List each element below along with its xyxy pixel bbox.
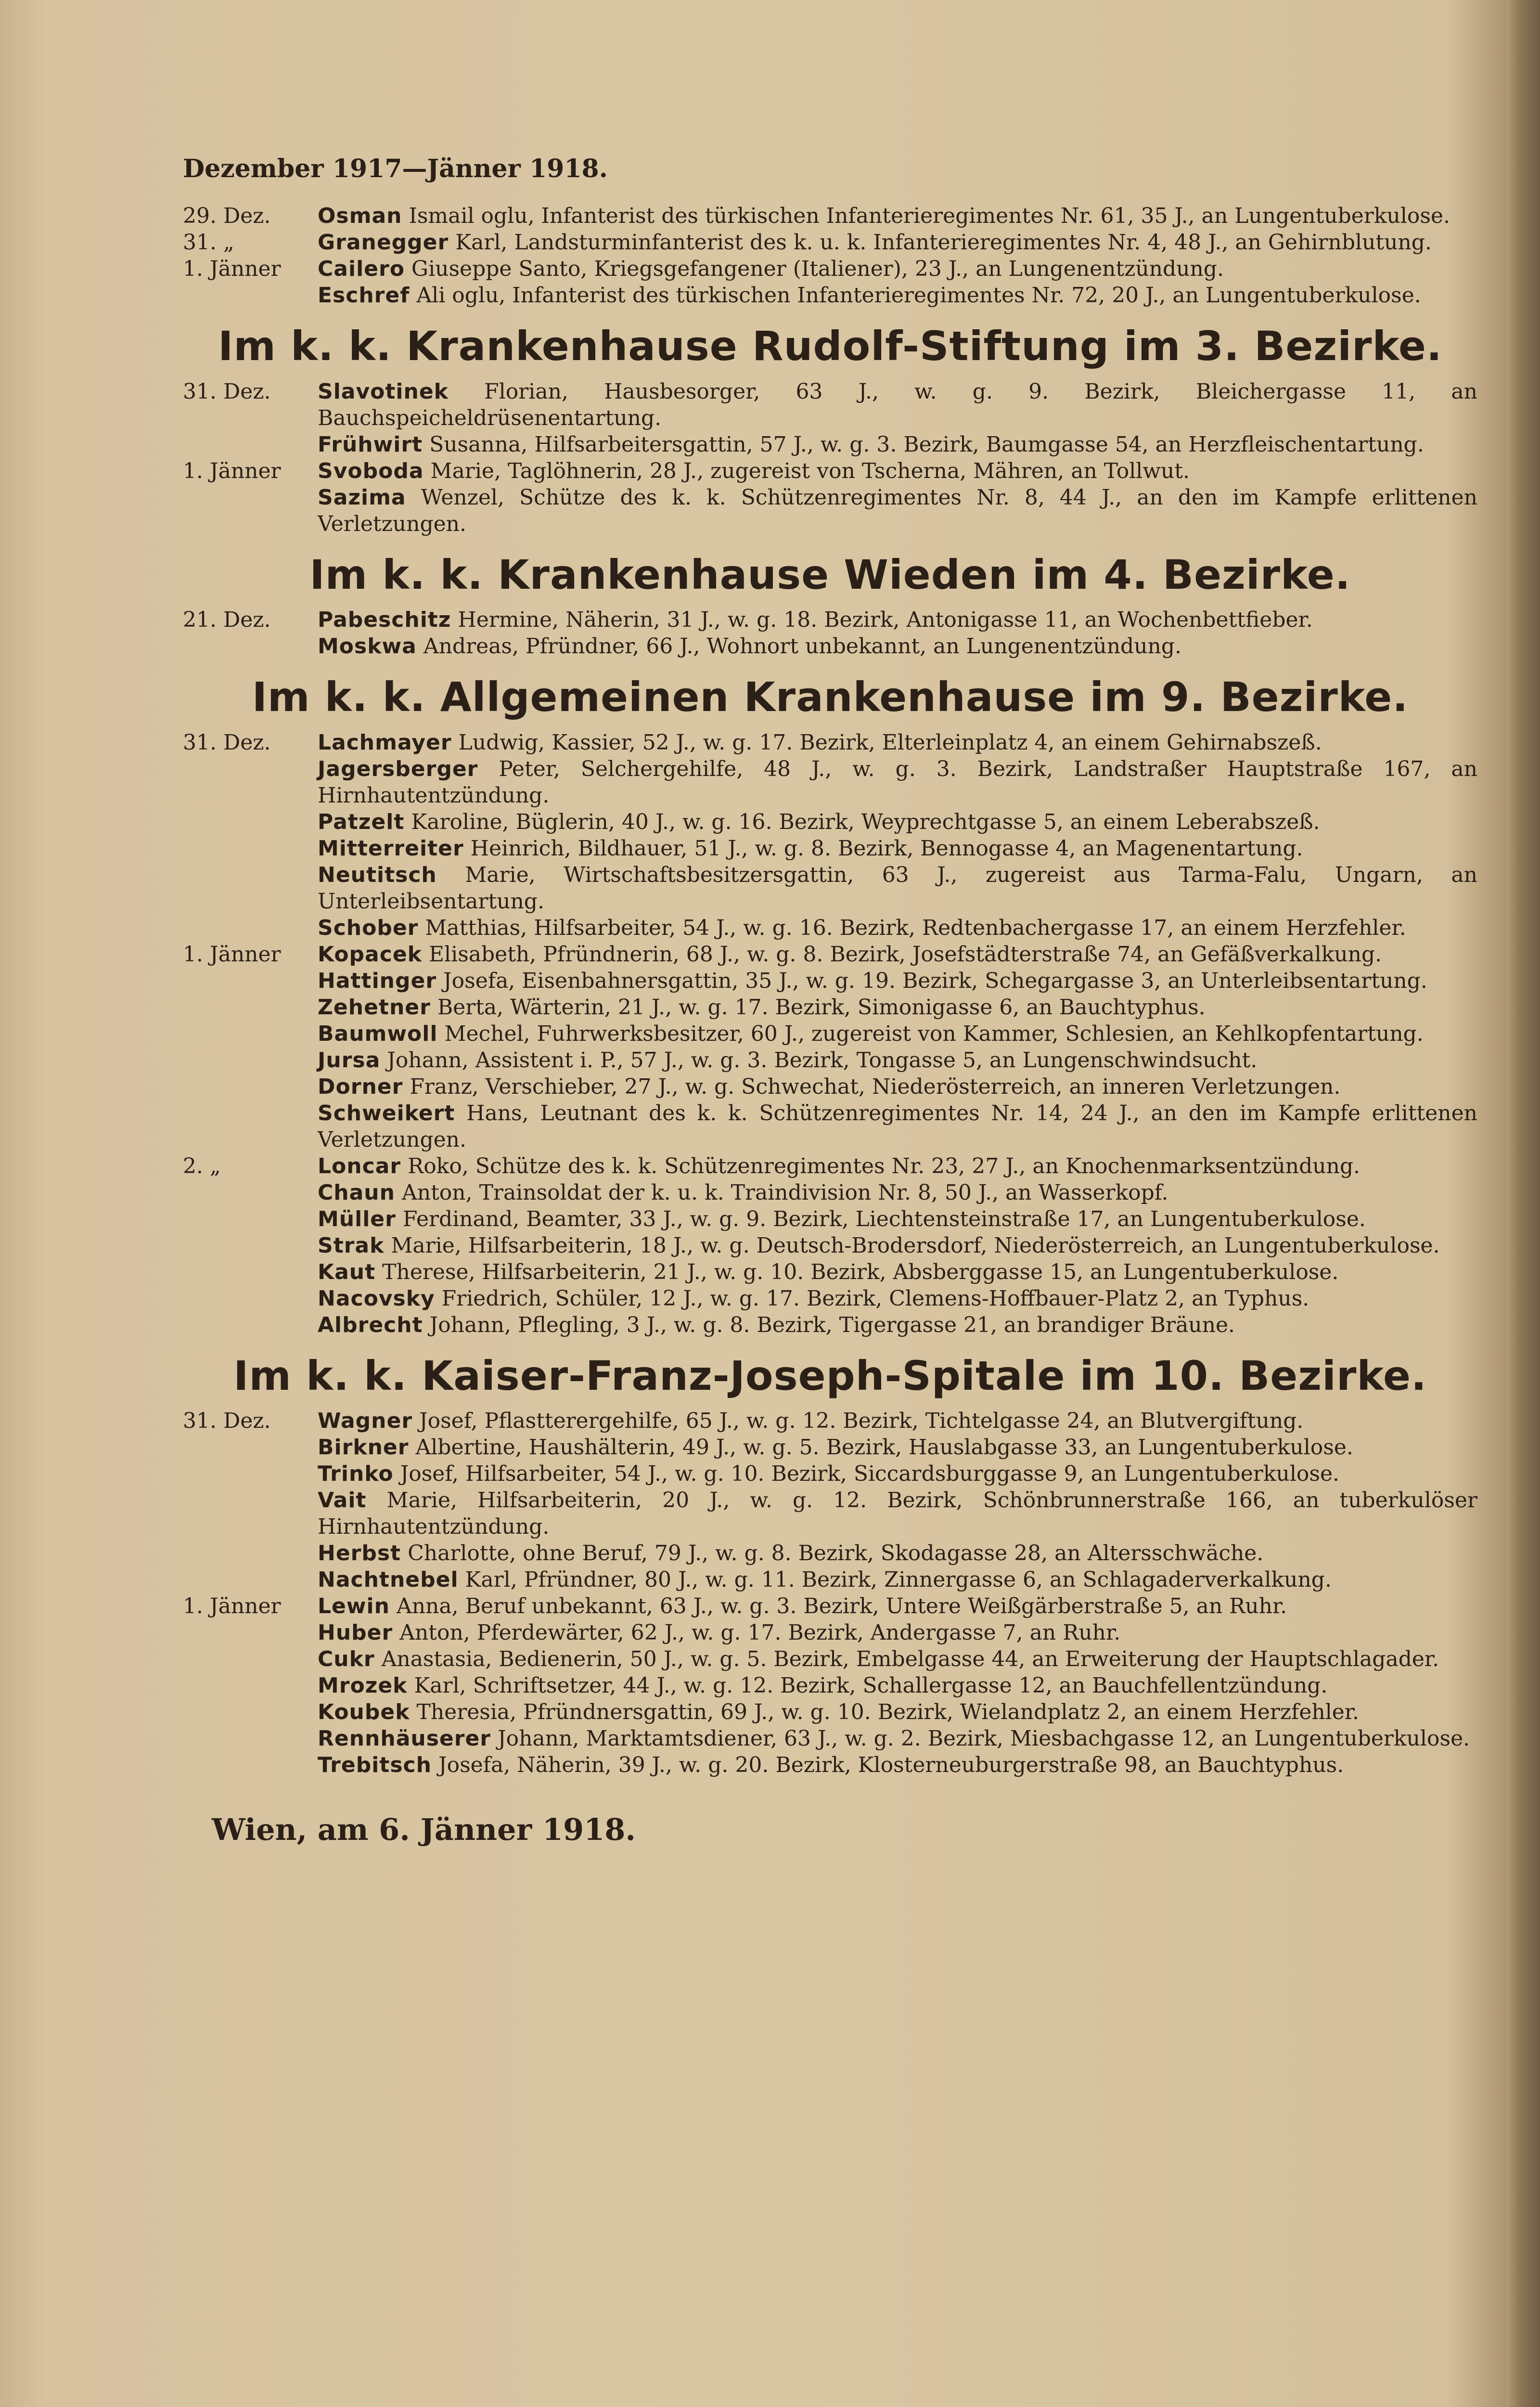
entry-date: [183, 431, 308, 458]
entry-name: Lewin: [318, 1594, 390, 1619]
entry-text: [308, 633, 1477, 660]
entry-details: Albertine, Haushälterin, 49 J., w. g. 5. Bezirk, Hauslabgasse 33, an Lungentuberkulose.: [415, 1435, 1353, 1460]
entry-name: Birkner: [318, 1435, 409, 1460]
entry-details: Andreas, Pfründner, 66 J., Wohnort unbekannt, an Lungenentzündung.: [423, 634, 1182, 659]
entry-text: [308, 835, 1477, 862]
entry-row: [183, 941, 1477, 968]
entry-name: Trebitsch: [318, 1753, 432, 1778]
entry-details: Therese, Hilfsarbeiterin, 21 J., w. g. 10. Bezirk, Absberggasse 15, an Lungentuberkulose.: [382, 1259, 1339, 1284]
entry-date: [183, 282, 308, 309]
entry-details: Ludwig, Kassier, 52 J., w. g. 17. Bezirk, Elterleinplatz 4, an einem Gehirnabszeß.: [458, 730, 1322, 755]
entry-text: [308, 1646, 1477, 1672]
entry-text: [308, 1232, 1477, 1259]
entry-row: [183, 1100, 1477, 1153]
entry-row: [183, 282, 1477, 309]
entry-details: Johann, Assistent i. P., 57 J., w. g. 3. Bezirk, Tongasse 5, an Lungenschwindsucht.: [387, 1048, 1258, 1073]
section-title: Im k. k. Krankenhause Rudolf-Stiftung im 3. Bezirke.: [218, 323, 1442, 370]
entry-date: [183, 1487, 308, 1540]
entry-details: Susanna, Hilfsarbeitersgattin, 57 J., w. g. 3. Bezirk, Baumgasse 54, an Herzfleischentartung.: [429, 432, 1424, 457]
entry-date: 1. Jänner: [183, 257, 281, 281]
entry-text: [308, 256, 1477, 282]
entry-row: [183, 968, 1477, 994]
entry-name: Schweikert: [318, 1100, 455, 1126]
entry-details: Heinrich, Bildhauer, 51 J., w. g. 8. Bezirk, Bennogasse 4, an Magenentartung.: [470, 836, 1303, 861]
entry-name: Granegger: [318, 230, 449, 255]
entry-row: [183, 1725, 1477, 1752]
document-body: [183, 154, 1477, 1847]
entry-details: Florian, Hausbesorger, 63 J., w. g. 9. Bezirk, Bleichergasse 11, an Bauchspeicheldrüsenentartung.: [318, 379, 1477, 430]
entry-row: [183, 229, 1477, 256]
entry-details: Josef, Hilfsarbeiter, 54 J., w. g. 10. Bezirk, Siccardsburggasse 9, an Lungentuberkulose.: [400, 1462, 1339, 1487]
entry-name: Huber: [318, 1620, 393, 1645]
entry-date: [183, 1566, 308, 1593]
entry-row: [183, 915, 1477, 941]
entry-name: Baumwoll: [318, 1021, 438, 1046]
entry-name: Müller: [318, 1206, 396, 1231]
entry-text: [308, 809, 1477, 835]
entry-date: [183, 1672, 308, 1699]
entry-date: [183, 1232, 308, 1259]
entry-text: [308, 1699, 1477, 1725]
entry-text: [308, 862, 1477, 915]
entry-row: [183, 378, 1477, 431]
entry-name: Patzelt: [318, 809, 405, 834]
entry-date: [183, 1646, 308, 1672]
entry-text: [308, 915, 1477, 941]
entry-details: Ali oglu, Infanterist des türkischen Infanterieregimentes Nr. 72, 20 J., an Lungentuberkulose.: [416, 283, 1421, 308]
entry-name: Pabeschitz: [318, 608, 451, 633]
entry-row: [183, 1021, 1477, 1047]
entry-date: [183, 756, 308, 809]
entry-text: [308, 756, 1477, 809]
entry-row: [183, 203, 1477, 229]
entry-text: [308, 1206, 1477, 1232]
entry-date: 1. Jänner: [183, 458, 281, 483]
entry-text: [308, 994, 1477, 1021]
entry-text: [308, 1408, 1477, 1434]
entry-date: 21. Dez.: [183, 608, 271, 633]
entry-date: 2. „: [183, 1153, 221, 1178]
entry-details: Ismail oglu, Infanterist des türkischen Infanterieregimentes Nr. 61, 35 J., an Lungentuberkulose.: [409, 204, 1450, 228]
entry-name: Svoboda: [318, 458, 424, 483]
entry-details: Marie, Wirtschaftsbesitzersgattin, 63 J., zugereist aus Tarma-Falu, Ungarn, an Unterleibsentartung.: [318, 862, 1477, 914]
entry-row: [183, 835, 1477, 862]
entry-name: Mitterreiter: [318, 836, 464, 861]
entry-row: [183, 1206, 1477, 1232]
entry-details: Marie, Taglöhnerin, 28 J., zugereist von Tscherna, Mähren, an Tollwut.: [430, 458, 1190, 483]
entry-text: [308, 1047, 1477, 1074]
entry-details: Matthias, Hilfsarbeiter, 54 J., w. g. 16. Bezirk, Redtenbachergasse 17, an einem Herzfehler.: [425, 915, 1406, 940]
entry-row: [183, 1461, 1477, 1487]
entry-details: Charlotte, ohne Beruf, 79 J., w. g. 8. Bezirk, Skodagasse 28, an Altersschwäche.: [408, 1541, 1264, 1566]
entry-row: [183, 1540, 1477, 1566]
entry-date: [183, 1619, 308, 1646]
entry-date: [183, 862, 308, 915]
entry-row: [183, 256, 1477, 282]
entry-text: [308, 458, 1477, 484]
entry-name: Jursa: [318, 1048, 381, 1073]
entry-date: [183, 1047, 308, 1074]
entry-date: [183, 1021, 308, 1047]
entry-name: Dorner: [318, 1074, 403, 1099]
entry-text: [308, 1487, 1477, 1540]
entry-row: [183, 1566, 1477, 1593]
entry-text: [308, 1619, 1477, 1646]
entry-text: [308, 1312, 1477, 1338]
entry-name: Albrecht: [318, 1312, 423, 1337]
entry-date: [183, 1540, 308, 1566]
entry-text: [308, 1593, 1477, 1619]
entry-text: [308, 1259, 1477, 1285]
entry-row: [183, 1646, 1477, 1672]
entry-date: [183, 1434, 308, 1461]
entry-details: Giuseppe Santo, Kriegsgefangener (Italiener), 23 J., an Lungenentzündung.: [411, 257, 1224, 281]
entry-date: [183, 1461, 308, 1487]
entry-text: [308, 203, 1477, 229]
entry-text: [308, 1752, 1477, 1778]
entry-row: [183, 1619, 1477, 1646]
entry-date: 31. Dez.: [183, 379, 271, 404]
entry-row: [183, 1408, 1477, 1434]
entry-date: [183, 1725, 308, 1752]
entry-row: [183, 809, 1477, 835]
entry-name: Lachmayer: [318, 730, 452, 755]
entry-name: Moskwa: [318, 634, 417, 659]
entry-details: Josef, Pflastterergehilfe, 65 J., w. g. 12. Bezirk, Tichtelgasse 24, an Blutvergiftung.: [419, 1409, 1304, 1434]
entry-name: Strak: [318, 1233, 385, 1258]
entry-details: Peter, Selchergehilfe, 48 J., w. g. 3. Bezirk, Landstraßer Hauptstraße 167, an Hirnhautentzündung.: [318, 756, 1477, 808]
entry-date: [183, 915, 308, 941]
entry-row: [183, 1487, 1477, 1540]
entry-details: Karl, Landsturminfanterist des k. u. k. Infanterieregimentes Nr. 4, 48 J., an Gehirnblutung.: [455, 230, 1432, 255]
entry-details: Friedrich, Schüler, 12 J., w. g. 17. Bezirk, Clemens-Hoffbauer-Platz 2, an Typhus.: [441, 1286, 1309, 1311]
entry-row: [183, 1232, 1477, 1259]
entry-text: [308, 1540, 1477, 1566]
entry-date: [183, 809, 308, 835]
entry-details: Theresia, Pfründnersgattin, 69 J., w. g. 10. Bezirk, Wielandplatz 2, an einem Herzfehler.: [416, 1700, 1359, 1725]
entry-date: [183, 994, 308, 1021]
entry-text: [308, 282, 1477, 309]
entry-details: Karl, Schriftsetzer, 44 J., w. g. 12. Bezirk, Schallergasse 12, an Bauchfellentzündung.: [414, 1673, 1328, 1698]
entry-text: [308, 378, 1477, 431]
entry-details: Josefa, Eisenbahnersgattin, 35 J., w. g. 19. Bezirk, Schegargasse 3, an Unterleibsentartung.: [443, 968, 1427, 993]
entry-text: [308, 1021, 1477, 1047]
entry-date: [183, 1312, 308, 1338]
entry-details: Karl, Pfründner, 80 J., w. g. 11. Bezirk, Zinnergasse 6, an Schlagaderverkalkung.: [465, 1567, 1332, 1592]
entry-text: [308, 1179, 1477, 1206]
entry-name: Trinko: [318, 1462, 394, 1487]
entry-row: [183, 1259, 1477, 1285]
entry-name: Koubek: [318, 1700, 410, 1725]
entry-name: Herbst: [318, 1541, 401, 1566]
entry-row: [183, 1047, 1477, 1074]
entry-details: Berta, Wärterin, 21 J., w. g. 17. Bezirk, Simonigasse 6, an Bauchtyphus.: [437, 995, 1206, 1020]
entry-date: [183, 633, 308, 660]
entry-row: [183, 607, 1477, 633]
entry-text: [308, 1285, 1477, 1312]
sections-container: [183, 203, 1477, 1778]
entry-row: [183, 458, 1477, 484]
entry-row: [183, 994, 1477, 1021]
entry-row: [183, 1153, 1477, 1179]
entry-details: Josefa, Näherin, 39 J., w. g. 20. Bezirk, Klosterneuburgerstraße 98, an Bauchtyphus.: [438, 1753, 1344, 1778]
entry-name: Frühwirt: [318, 432, 423, 457]
entry-row: [183, 484, 1477, 537]
entry-details: Marie, Hilfsarbeiterin, 20 J., w. g. 12. Bezirk, Schönbrunnerstraße 166, an tuberkulöser Hirnhautentzündung.: [318, 1488, 1477, 1540]
entry-name: Sazima: [318, 485, 406, 510]
entry-date: 1. Jänner: [183, 942, 281, 967]
entry-text: [308, 1074, 1477, 1100]
entry-row: [183, 1672, 1477, 1699]
entry-text: [308, 729, 1477, 756]
entry-details: Wenzel, Schütze des k. k. Schützenregimentes Nr. 8, 44 J., an den im Kampfe erlittenen Verletzungen.: [318, 485, 1477, 536]
section-title: Im k. k. Allgemeinen Krankenhause im 9. Bezirke.: [252, 673, 1409, 721]
entry-name: Hattinger: [318, 968, 437, 993]
entry-details: Johann, Marktamtsdiener, 63 J., w. g. 2. Bezirk, Miesbachgasse 12, an Lungentuberkulose.: [497, 1726, 1470, 1751]
entry-date: [183, 1206, 308, 1232]
entry-text: [308, 1461, 1477, 1487]
entry-name: Eschref: [318, 283, 410, 308]
entry-row: [183, 756, 1477, 809]
entry-row: [183, 1752, 1477, 1778]
entry-row: [183, 1312, 1477, 1338]
entry-date: [183, 1179, 308, 1206]
page-spine: [1506, 0, 1540, 2407]
entry-row: [183, 862, 1477, 915]
entry-row: [183, 1699, 1477, 1725]
entry-name: Vait: [318, 1488, 367, 1513]
entry-row: [183, 1074, 1477, 1100]
closing-line: Wien, am 6. Jänner 1918.: [212, 1812, 636, 1848]
date-range-heading: Dezember 1917—Jänner 1918.: [183, 154, 608, 183]
entry-text: [308, 941, 1477, 968]
entry-row: [183, 1434, 1477, 1461]
entry-details: Elisabeth, Pfründnerin, 68 J., w. g. 8. Bezirk, Josefstädterstraße 74, an Gefäßverkalkung.: [428, 942, 1382, 967]
entry-row: [183, 1179, 1477, 1206]
entry-details: Hermine, Näherin, 31 J., w. g. 18. Bezirk, Antonigasse 11, an Wochenbettfieber.: [458, 608, 1313, 633]
entry-date: [183, 484, 308, 537]
entry-text: [308, 968, 1477, 994]
entry-name: Mrozek: [318, 1673, 408, 1698]
entry-date: [183, 1285, 308, 1312]
entry-details: Ferdinand, Beamter, 33 J., w. g. 9. Bezirk, Liechtensteinstraße 17, an Lungentuberkulose.: [402, 1206, 1366, 1231]
entry-text: [308, 607, 1477, 633]
entry-name: Osman: [318, 204, 402, 228]
entry-date: [183, 835, 308, 862]
entry-details: Hans, Leutnant des k. k. Schützenregimentes Nr. 14, 24 J., an den im Kampfe erlittenen Verletzungen.: [318, 1100, 1477, 1152]
entry-date: 29. Dez.: [183, 204, 271, 228]
section-title: Im k. k. Kaiser-Franz-Joseph-Spitale im 10. Bezirke.: [233, 1352, 1427, 1399]
entry-details: Franz, Verschieber, 27 J., w. g. Schwechat, Niederösterreich, an inneren Verletzungen.: [410, 1074, 1341, 1099]
entry-name: Cailero: [318, 257, 405, 281]
entry-text: [308, 1566, 1477, 1593]
entry-date: [183, 1259, 308, 1285]
entry-date: 31. Dez.: [183, 730, 271, 755]
entry-name: Cukr: [318, 1647, 375, 1672]
entry-name: Jagersberger: [318, 756, 478, 781]
entry-date: 1. Jänner: [183, 1594, 281, 1619]
entry-text: [308, 431, 1477, 458]
entry-name: Kaut: [318, 1259, 376, 1284]
entry-row: [183, 1285, 1477, 1312]
entry-name: Chaun: [318, 1180, 395, 1205]
entry-row: [183, 729, 1477, 756]
entry-name: Zehetner: [318, 995, 431, 1020]
entry-row: [183, 431, 1477, 458]
entry-row: [183, 1593, 1477, 1619]
section-title: Im k. k. Krankenhause Wieden im 4. Bezirke.: [309, 551, 1351, 598]
entry-date: 31. „: [183, 230, 234, 255]
entry-name: Loncar: [318, 1153, 401, 1178]
entry-details: Anna, Beruf unbekannt, 63 J., w. g. 3. Bezirk, Untere Weißgärberstraße 5, an Ruhr.: [396, 1594, 1287, 1619]
entry-date: [183, 968, 308, 994]
entry-name: Slavotinek: [318, 379, 449, 404]
entry-name: Schober: [318, 915, 419, 940]
entry-date: 31. Dez.: [183, 1409, 271, 1434]
entry-name: Nachtnebel: [318, 1567, 459, 1592]
entry-details: Anton, Pferdewärter, 62 J., w. g. 17. Bezirk, Andergasse 7, an Ruhr.: [399, 1620, 1121, 1645]
entry-date: [183, 1074, 308, 1100]
entry-date: [183, 1100, 308, 1153]
entry-text: [308, 1672, 1477, 1699]
entry-date: [183, 1752, 308, 1778]
entry-name: Neutitsch: [318, 862, 437, 887]
entry-text: [308, 484, 1477, 537]
entry-details: Marie, Hilfsarbeiterin, 18 J., w. g. Deutsch-Brodersdorf, Niederösterreich, an Lungentuberkulose.: [391, 1233, 1440, 1258]
entry-name: Nacovsky: [318, 1286, 435, 1311]
entry-details: Karoline, Büglerin, 40 J., w. g. 16. Bezirk, Weyprechtgasse 5, an einem Leberabszeß.: [411, 809, 1320, 834]
entry-name: Wagner: [318, 1409, 413, 1434]
entry-text: [308, 1153, 1477, 1179]
entry-text: [308, 229, 1477, 256]
entry-details: Mechel, Fuhrwerksbesitzer, 60 J., zugereist von Kammer, Schlesien, an Kehlkopfentartung.: [444, 1021, 1424, 1046]
entry-row: [183, 633, 1477, 660]
entry-details: Roko, Schütze des k. k. Schützenregimentes Nr. 23, 27 J., an Knochenmarksentzündung.: [408, 1153, 1360, 1178]
entry-name: Rennhäuserer: [318, 1726, 491, 1751]
entry-details: Anastasia, Bedienerin, 50 J., w. g. 5. Bezirk, Embelgasse 44, an Erweiterung der Hauptschlagader.: [381, 1647, 1439, 1672]
entry-text: [308, 1100, 1477, 1153]
entry-name: Kopacek: [318, 942, 422, 967]
entry-details: Anton, Trainsoldat der k. u. k. Traindivision Nr. 8, 50 J., an Wasserkopf.: [401, 1180, 1168, 1205]
entry-details: Johann, Pflegling, 3 J., w. g. 8. Bezirk, Tigergasse 21, an brandiger Bräune.: [429, 1312, 1235, 1337]
entry-text: [308, 1725, 1477, 1752]
entry-date: [183, 1699, 308, 1725]
entry-text: [308, 1434, 1477, 1461]
